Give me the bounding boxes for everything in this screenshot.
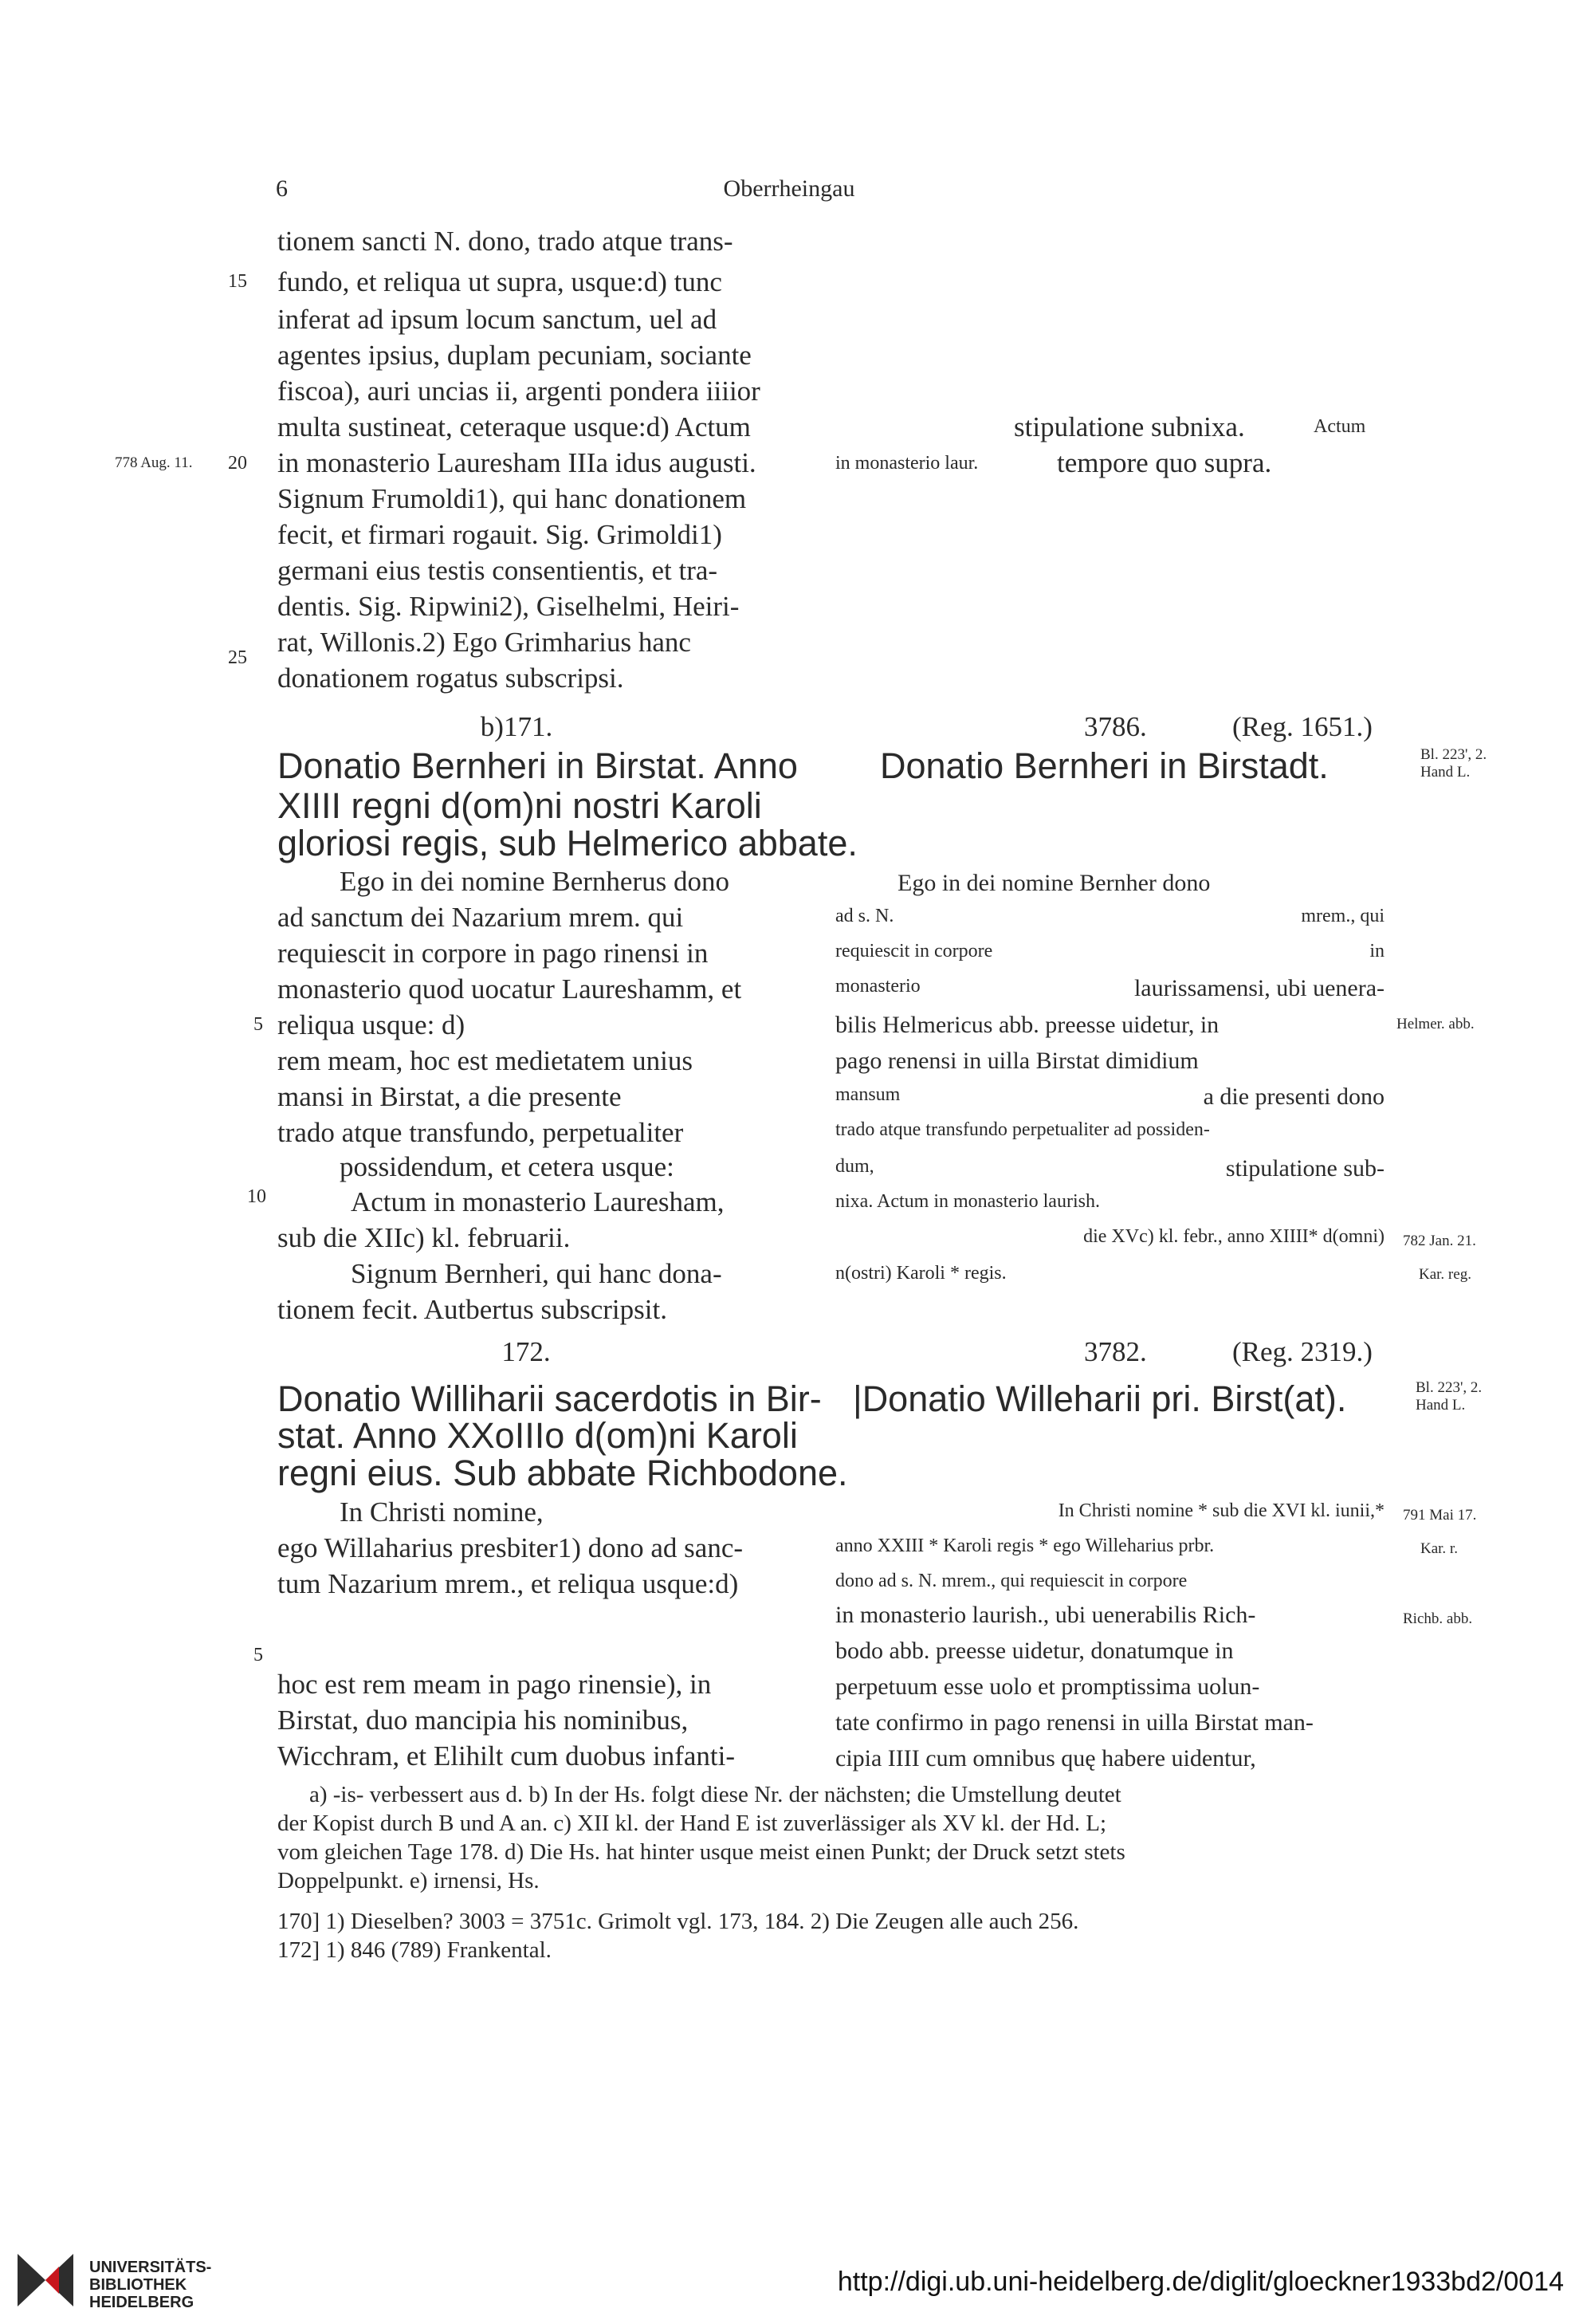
margin-note-richb: Richb. abb. bbox=[1403, 1610, 1473, 1627]
right-text-line: in monasterio laurish., ubi uenerabilis Rich- bbox=[835, 1602, 1256, 1628]
right-text-line: mrem., qui bbox=[1301, 906, 1385, 926]
left-text-line: sub die XIIc) kl. februarii. bbox=[277, 1222, 571, 1253]
right-text-line: cipia IIII cum omnibus quę habere uidentur, bbox=[835, 1745, 1256, 1772]
right-text-line: bodo abb. preesse uidetur, donatumque in bbox=[835, 1638, 1234, 1664]
left-text-line: rat, Willonis.2) Ego Grimharius hanc bbox=[277, 627, 691, 658]
left-text-line: ad sanctum dei Nazarium mrem. qui bbox=[277, 902, 684, 933]
right-text-line: requiescit in corpore bbox=[835, 941, 993, 961]
library-logo-text bbox=[89, 2259, 211, 2311]
right-text-line: stipulatione subnixa. bbox=[1014, 411, 1245, 442]
left-text-line: tum Nazarium mrem., et reliqua usque:d) bbox=[277, 1568, 739, 1599]
right-text-line: dono ad s. N. mrem., qui requiescit in corpore bbox=[835, 1571, 1188, 1591]
running-title: Oberrheingau bbox=[723, 175, 855, 202]
line-number: 5 bbox=[253, 1645, 263, 1665]
reg-number-1651: (Reg. 1651.) bbox=[1232, 711, 1373, 742]
right-text-line: ad s. N. bbox=[835, 906, 894, 926]
left-text-line: ego Willaharius presbiter1) dono ad sanc- bbox=[277, 1532, 744, 1563]
margin-note-hand2: Hand L. bbox=[1416, 1397, 1466, 1414]
right-text-line: Actum bbox=[1314, 416, 1366, 437]
reg-number-2319: (Reg. 2319.) bbox=[1232, 1336, 1373, 1367]
entry-title-3782: |Donatio Willeharii pri. Birst(at). bbox=[853, 1378, 1347, 1419]
entry-title-172: stat. Anno XXoIIIo d(om)ni Karoli bbox=[277, 1415, 798, 1456]
right-text-line: n(ostri) Karoli * regis. bbox=[835, 1263, 1007, 1284]
left-text-line: Ego in dei nomine Bernherus dono bbox=[340, 866, 729, 897]
line-number: 25 bbox=[228, 647, 247, 668]
margin-note-date782: 782 Jan. 21. bbox=[1403, 1233, 1476, 1249]
right-text-line: anno XXIII * Karoli regis * ego Willeharius prbr. bbox=[835, 1536, 1215, 1556]
source-url-link[interactable]: http://digi.ub.uni-heidelberg.de/diglit/gloeckner1933bd2/0014 bbox=[837, 2267, 1564, 2297]
left-text-line: fiscoa), auri uncias ii, argenti pondera iiiior bbox=[277, 376, 760, 407]
margin-date-778: 778 Aug. 11. bbox=[115, 454, 193, 471]
right-text-line: die XVc) kl. febr., anno XIIII* d(omni) bbox=[1083, 1226, 1385, 1247]
right-text-line: monasterio bbox=[835, 976, 921, 997]
left-text-line: In Christi nomine, bbox=[340, 1496, 544, 1528]
line-number: 5 bbox=[253, 1014, 263, 1035]
left-text-line: multa sustineat, ceteraque usque:d) Actum bbox=[277, 411, 751, 442]
entry-number-3786: 3786. bbox=[1084, 711, 1147, 742]
margin-note-bl1: Bl. 223', 2. bbox=[1420, 746, 1487, 763]
left-text-line: Birstat, duo mancipia his nominibus, bbox=[277, 1705, 689, 1736]
right-text-line: dum, bbox=[835, 1156, 874, 1177]
footnote-line: Doppelpunkt. e) irnensi, Hs. bbox=[277, 1868, 540, 1893]
footer-bar bbox=[0, 2228, 1579, 2324]
left-text-line: trado atque transfundo, perpetualiter bbox=[277, 1117, 684, 1148]
entry-number-3782: 3782. bbox=[1084, 1336, 1147, 1367]
left-text-line: possidendum, et cetera usque: bbox=[340, 1151, 674, 1182]
left-text-line: reliqua usque: d) bbox=[277, 1009, 465, 1040]
footnote-line: vom gleichen Tage 178. d) Die Hs. hat hinter usque meist einen Punkt; der Druck setzt stets bbox=[277, 1839, 1125, 1865]
margin-note-helmer: Helmer. abb. bbox=[1396, 1016, 1475, 1032]
right-text-line: pago renensi in uilla Birstat dimidium bbox=[835, 1048, 1199, 1074]
margin-note-hand1: Hand L. bbox=[1420, 764, 1471, 781]
left-text-line: requiescit in corpore in pago rinensi in bbox=[277, 938, 709, 969]
margin-note-karreg: Kar. reg. bbox=[1419, 1266, 1471, 1283]
entry-number-171: b)171. bbox=[480, 711, 553, 742]
left-text-line: Signum Frumoldi1), qui hanc donationem bbox=[277, 483, 747, 514]
right-text-line: tempore quo supra. bbox=[1057, 447, 1272, 478]
right-text-line: in bbox=[1369, 941, 1385, 961]
entry-title-3786: Donatio Bernheri in Birstadt. bbox=[880, 745, 1329, 786]
line-number: 15 bbox=[228, 271, 247, 292]
left-text-line: agentes ipsius, duplam pecuniam, sociante bbox=[277, 340, 752, 371]
right-text-line: perpetuum esse uolo et promptissima uolun- bbox=[835, 1673, 1260, 1700]
left-text-line: Signum Bernheri, qui hanc dona- bbox=[351, 1258, 722, 1289]
logo-line: BIBLIOTHEK bbox=[89, 2276, 187, 2294]
left-text-line: tionem sancti N. dono, trado atque trans- bbox=[277, 226, 733, 257]
left-text-line: rem meam, hoc est medietatem unius bbox=[277, 1045, 693, 1076]
right-text-line: tate confirmo in pago renensi in uilla Birstat man- bbox=[835, 1709, 1314, 1736]
page-number: 6 bbox=[276, 175, 288, 202]
logo-line: UNIVERSITÄTS- bbox=[89, 2259, 212, 2276]
right-text-line: mansum bbox=[835, 1084, 901, 1105]
right-text-line: nixa. Actum in monasterio laurish. bbox=[835, 1191, 1100, 1212]
left-text-line: mansi in Birstat, a die presente bbox=[277, 1081, 622, 1112]
left-text-line: Actum in monasterio Lauresham, bbox=[351, 1186, 725, 1217]
left-text-line: fecit, et firmari rogauit. Sig. Grimoldi1) bbox=[277, 519, 722, 550]
right-text-line: laurissamensi, ubi uenera- bbox=[1133, 975, 1385, 1001]
left-text-line: Wicchram, et Elihilt cum duobus infanti- bbox=[277, 1740, 735, 1772]
margin-note-bl2: Bl. 223', 2. bbox=[1416, 1379, 1483, 1396]
right-text-line: a die presenti dono bbox=[1203, 1083, 1385, 1110]
library-logo-icon bbox=[18, 2254, 73, 2310]
right-text-line: trado atque transfundo perpetualiter ad possiden- bbox=[835, 1119, 1210, 1140]
notes-172: 172] 1) 846 (789) Frankental. bbox=[277, 1937, 552, 1963]
entry-title-171: Donatio Bernheri in Birstat. Anno bbox=[277, 745, 798, 786]
right-text-line: In Christi nomine * sub die XVI kl. iunii,* bbox=[1058, 1500, 1385, 1521]
right-text-line: Ego in dei nomine Bernher dono bbox=[898, 870, 1211, 896]
left-text-line: dentis. Sig. Ripwini2), Giselhelmi, Heiri- bbox=[277, 591, 740, 622]
entry-number-172: 172. bbox=[501, 1336, 551, 1367]
logo-line: HEIDELBERG bbox=[89, 2294, 194, 2311]
margin-note-karr: Kar. r. bbox=[1420, 1540, 1458, 1557]
left-text-line: monasterio quod uocatur Laureshamm, et bbox=[277, 973, 742, 1005]
left-text-line: fundo, et reliqua ut supra, usque:d) tunc bbox=[277, 266, 722, 297]
entry-title-171: XIIII regni d(om)ni nostri Karoli bbox=[277, 785, 762, 826]
entry-title-172: regni eius. Sub abbate Richbodone. bbox=[277, 1453, 848, 1493]
right-text-line: in monasterio laur. bbox=[835, 453, 979, 474]
left-text-line: hoc est rem meam in pago rinensie), in bbox=[277, 1669, 712, 1700]
right-text-line: stipulatione sub- bbox=[1225, 1155, 1385, 1182]
footnote-line: a) -is- verbessert aus d. b) In der Hs. folgt diese Nr. der nächsten; die Umstellung deutet bbox=[309, 1782, 1121, 1807]
left-text-line: donationem rogatus subscripsi. bbox=[277, 663, 624, 694]
entry-title-171: gloriosi regis, sub Helmerico abbate. bbox=[277, 823, 858, 863]
right-text-line: bilis Helmericus abb. preesse uidetur, in bbox=[835, 1012, 1220, 1038]
left-text-line: in monasterio Lauresham IIIa idus augusti. bbox=[277, 447, 756, 478]
entry-title-172: Donatio Williharii sacerdotis in Bir- bbox=[277, 1378, 822, 1419]
line-number: 20 bbox=[228, 453, 247, 474]
line-number: 10 bbox=[247, 1186, 266, 1207]
left-text-line: germani eius testis consentientis, et tra- bbox=[277, 555, 718, 586]
margin-note-date791: 791 Mai 17. bbox=[1403, 1507, 1477, 1524]
left-text-line: tionem fecit. Autbertus subscripsit. bbox=[277, 1294, 667, 1325]
left-text-line: inferat ad ipsum locum sanctum, uel ad bbox=[277, 304, 717, 335]
notes-170: 170] 1) Dieselben? 3003 = 3751c. Grimolt vgl. 173, 184. 2) Die Zeugen alle auch 256. bbox=[277, 1909, 1079, 1934]
footnote-line: der Kopist durch B und A an. c) XII kl. der Hand E ist zuverlässiger als XV kl. der Hd. L; bbox=[277, 1811, 1107, 1836]
